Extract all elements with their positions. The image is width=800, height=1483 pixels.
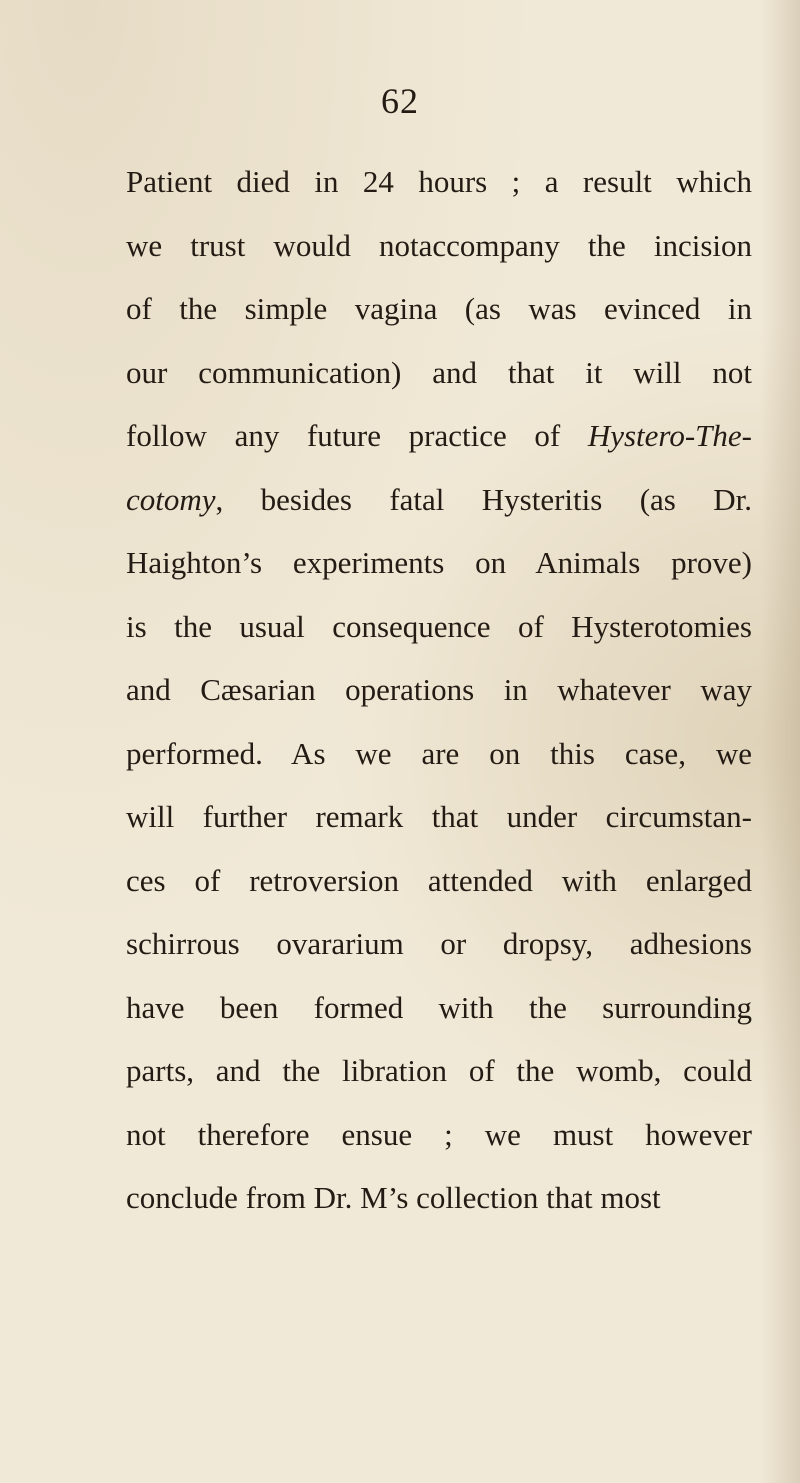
text-line: have been formed with the surrounding: [126, 989, 752, 1025]
text-line: cotomy, besides fatal Hysteritis (as Dr.: [126, 481, 752, 517]
text-line: not therefore ensue ; we must however: [126, 1116, 752, 1152]
text-line: we trust would notaccompany the incision: [126, 227, 752, 263]
text-line: Haighton’s experiments on Animals prove): [126, 545, 752, 580]
text-line: parts, and the libration of the womb, could: [126, 1053, 752, 1088]
text-line: is the usual consequence of Hysterotomies: [126, 608, 752, 644]
text-line: will further remark that under circumstan-: [126, 799, 752, 834]
text-line: and Cæsarian operations in whatever way: [126, 672, 752, 707]
text-line: Patient died in 24 hours ; a result which: [126, 164, 752, 199]
text-line: conclude from Dr. M’s collection that most: [126, 1180, 661, 1215]
text-line: ces of retroversion attended with enlarged: [126, 862, 752, 898]
text-line: follow any future practice of Hystero-The-: [126, 418, 752, 453]
italic-term: Hystero-The-: [587, 418, 752, 453]
text-line: our communication) and that it will not: [126, 354, 752, 390]
page-edge-shadow: [760, 0, 800, 1483]
page-number: 62: [381, 81, 419, 121]
text-line: of the simple vagina (as was evinced in: [126, 291, 752, 326]
body-text: [126, 150, 752, 1230]
italic-term: cotomy: [126, 481, 216, 517]
text-line: performed. As we are on this case, we: [126, 735, 752, 771]
text-line: schirrous ovararium or dropsy, adhesions: [126, 926, 752, 961]
